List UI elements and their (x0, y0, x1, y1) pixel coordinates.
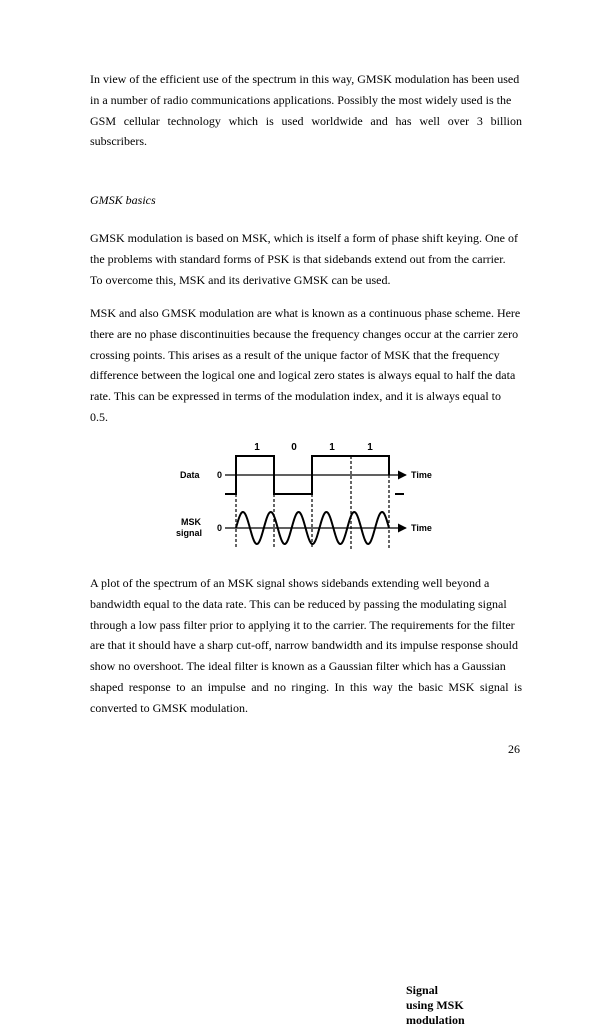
intro-line-2: in a number of radio communications applications. Possibly the most widely used is the (90, 92, 512, 107)
section-heading: GMSK basics (90, 193, 156, 207)
para3-line-7: converted to GMSK modulation. (90, 700, 248, 715)
page-number: 26 (508, 742, 520, 756)
bit-label-3: 1 (329, 442, 335, 453)
para1-line-1: GMSK modulation is based on MSK, which is itself a form of phase shift keying. One of (90, 231, 518, 245)
para1-line-2: the problems with standard forms of PSK is that sidebands extend out from the carrier. (90, 251, 506, 266)
figure-caption: Signal using MSK modulation (406, 983, 465, 1027)
para1-line-3: To overcome this, MSK and its derivative GMSK can be used. (90, 272, 391, 287)
msk-label: MSK (181, 517, 201, 527)
intro-paragraph (90, 69, 522, 152)
data-time-label: Time (411, 470, 432, 480)
bit-label-2: 0 (291, 442, 297, 453)
para3-line-6: shaped response to an impulse and no ringing. In this way the basic MSK signal is (90, 679, 522, 694)
data-zero-label: 0 (217, 470, 223, 480)
bit-label-1: 1 (254, 442, 260, 453)
para3-line-4: are that it should have a sharp cut-off, narrow bandwidth and its impulse response should (90, 638, 519, 653)
intro-line-1: In view of the efficient use of the spectrum in this way, GMSK modulation has been used (90, 72, 520, 86)
para3-line-3: through a low pass filter prior to applying it to the carrier. The requirements for the filter (90, 617, 515, 632)
signal-label: signal (176, 528, 203, 538)
para2-line-5: rate. This can be expressed in terms of the modulation index, and it is always equal to (90, 389, 502, 404)
spectrum-paragraph (90, 573, 522, 719)
para3-line-5: show no overshoot. The ideal filter is known as a Gaussian filter which has a Gaussian (90, 659, 506, 674)
para3-line-2: bandwidth equal to the data rate. This can be reduced by passing the modulating signal (90, 596, 507, 611)
gmsk-basics-paragraph (90, 228, 522, 290)
data-label: Data (180, 470, 200, 480)
signal-time-label: Time (411, 523, 432, 533)
intro-line-4: subscribers. (90, 134, 147, 149)
para2-line-2: there are no phase discontinuities because the frequency changes occur at the carrier zero (90, 326, 519, 341)
para2-line-3: crossing points. This arises as a result of the unique factor of MSK that the frequency (90, 347, 500, 362)
msk-waveform-diagram (176, 437, 446, 552)
para3-line-1: A plot of the spectrum of an MSK signal shows sidebands extending well beyond a (90, 576, 490, 590)
para2-line-6: 0.5. (90, 409, 108, 424)
para2-line-1: MSK and also GMSK modulation are what is known as a continuous phase scheme. Here (90, 306, 521, 320)
bit-label-4: 1 (367, 442, 373, 453)
para2-line-4: difference between the logical one and logical zero states is always equal to half the data (90, 368, 516, 383)
continuous-phase-paragraph (90, 303, 522, 428)
intro-line-3: GSM cellular technology which is used worldwide and has well over 3 billion (90, 113, 522, 128)
signal-zero-label: 0 (217, 523, 223, 533)
